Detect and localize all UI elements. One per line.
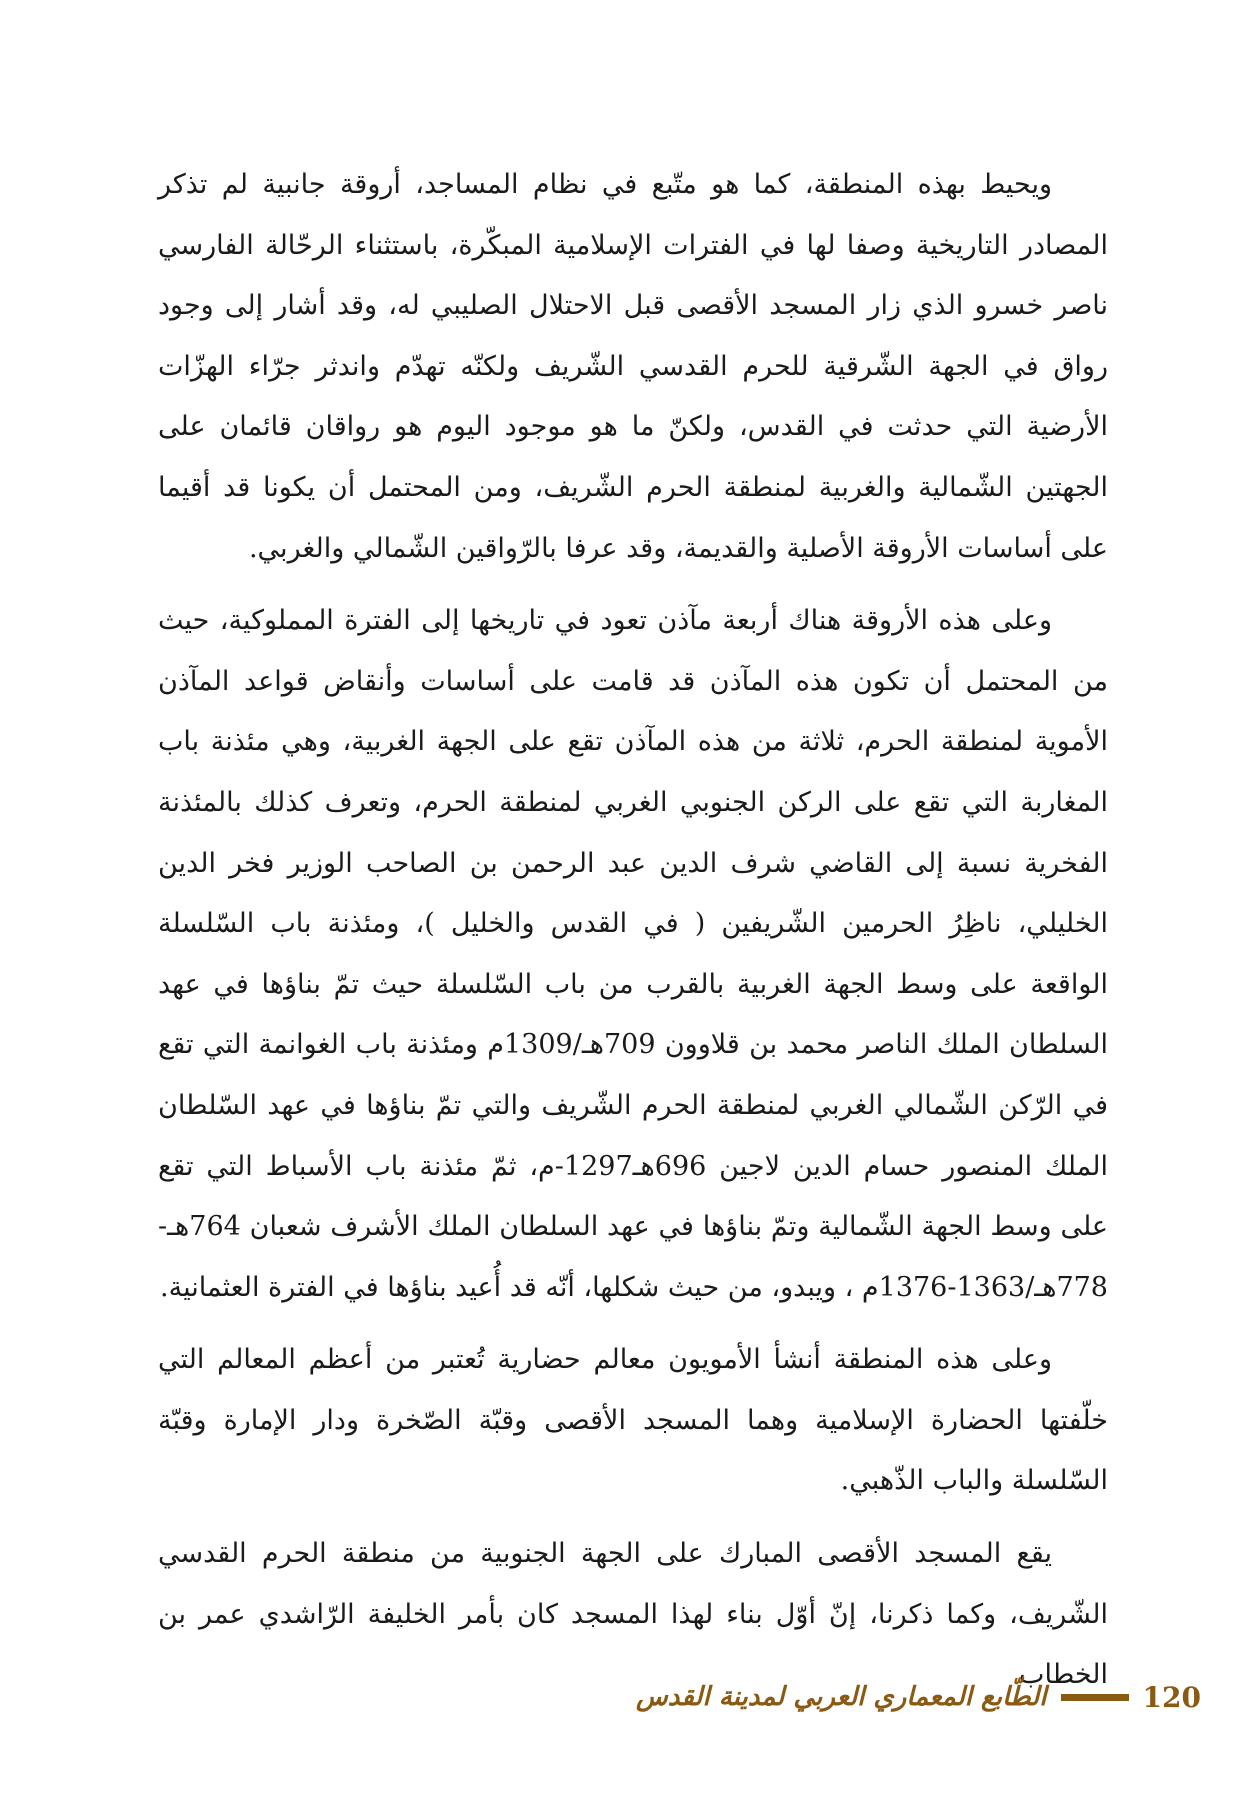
page-number: 120 [1142, 1680, 1201, 1714]
paragraph-2: وعلى هذه الأروقة هناك أربعة مآذن تعود في تاريخها إلى الفترة المملوكية، حيث من المحتمل أن تكون هذه المآذن قد قامت على أساسات وأنقاض قواعد المآذن الأموية لمنطقة الحرم، ثلاثة من هذه المآذن تقع على الجهة الغربية، وهي مئذنة باب المغاربة التي تقع على الركن الجنوبي الغربي لمنطقة الحرم، وتعرف كذلك بالمئذنة الفخرية نسبة إلى القاضي شرف الدين عبد الرحمن بن الصاحب الوزير فخر الدين الخليلي، ناظِرُ الحرمين الشّريفين ( في القدس والخليل )، ومئذنة باب السّلسلة الواقعة على وسط الجهة الغربية بالقرب من باب السّلسلة حيث تمّ بناؤها في عهد السلطان الملك الناصر محمد بن قلاوون 709هـ/1309م ومئذنة باب الغوانمة التي تقع في الرّكن الشّمالي الغربي لمنطقة الحرم الشّريف والتي تمّ بناؤها في عهد السّلطان الملك المنصور حسام الدين لاجين 696هـ1297-م، ثمّ مئذنة باب الأسباط التي تقع على وسط الجهة الشّمالية وتمّ بناؤها في عهد السلطان الملك الأشرف شعبان 764هـ- 778هـ/1363-1376م ، ويبدو، من حيث شكلها، أنّه قد أُعيد بناؤها في الفترة العثمانية. [158, 605, 1108, 1303]
paragraph-4: يقع المسجد الأقصى المبارك على الجهة الجنوبية من منطقة الحرم القدسي الشّريف، وكما ذكرنا، إنّ أوّل بناء لهذا المسجد كان بأمر الخليفة الرّاشدي عمر بن الخطاب [158, 1538, 1108, 1691]
footer-rule [1061, 1694, 1129, 1701]
paragraph-3: وعلى هذه المنطقة أنشأ الأمويون معالم حضارية تُعتبر من أعظم المعالم التي خلّفتها الحضارة الإسلامية وهما المسجد الأقصى وقبّة الصّخرة ودار الإمارة وقبّة السّلسلة والباب الذّهبي. [158, 1344, 1108, 1497]
running-title: الطّابع المعماري العربي لمدينة القدس [636, 1682, 1047, 1712]
page-footer [636, 1672, 1201, 1722]
body-text [158, 155, 1108, 1706]
paragraph-1: ويحيط بهذه المنطقة، كما هو متّبع في نظام المساجد، أروقة جانبية لم تذكر المصادر التاريخية وصفا لها في الفترات الإسلامية المبكّرة، باستثناء الرحّالة الفارسي ناصر خسرو الذي زار المسجد الأقصى قبل الاحتلال الصليبي له، وقد أشار إلى وجود رواق في الجهة الشّرقية للحرم القدسي الشّريف ولكنّه تهدّم واندثر جرّاء الهزّات الأرضية التي حدثت في القدس، ولكنّ ما هو موجود اليوم هو رواقان قائمان على الجهتين الشّمالية والغربية لمنطقة الحرم الشّريف، ومن المحتمل أن يكونا قد أقيما على أساسات الأروقة الأصلية والقديمة، وقد عرفا بالرّواقين الشّمالي والغربي. [158, 169, 1108, 564]
